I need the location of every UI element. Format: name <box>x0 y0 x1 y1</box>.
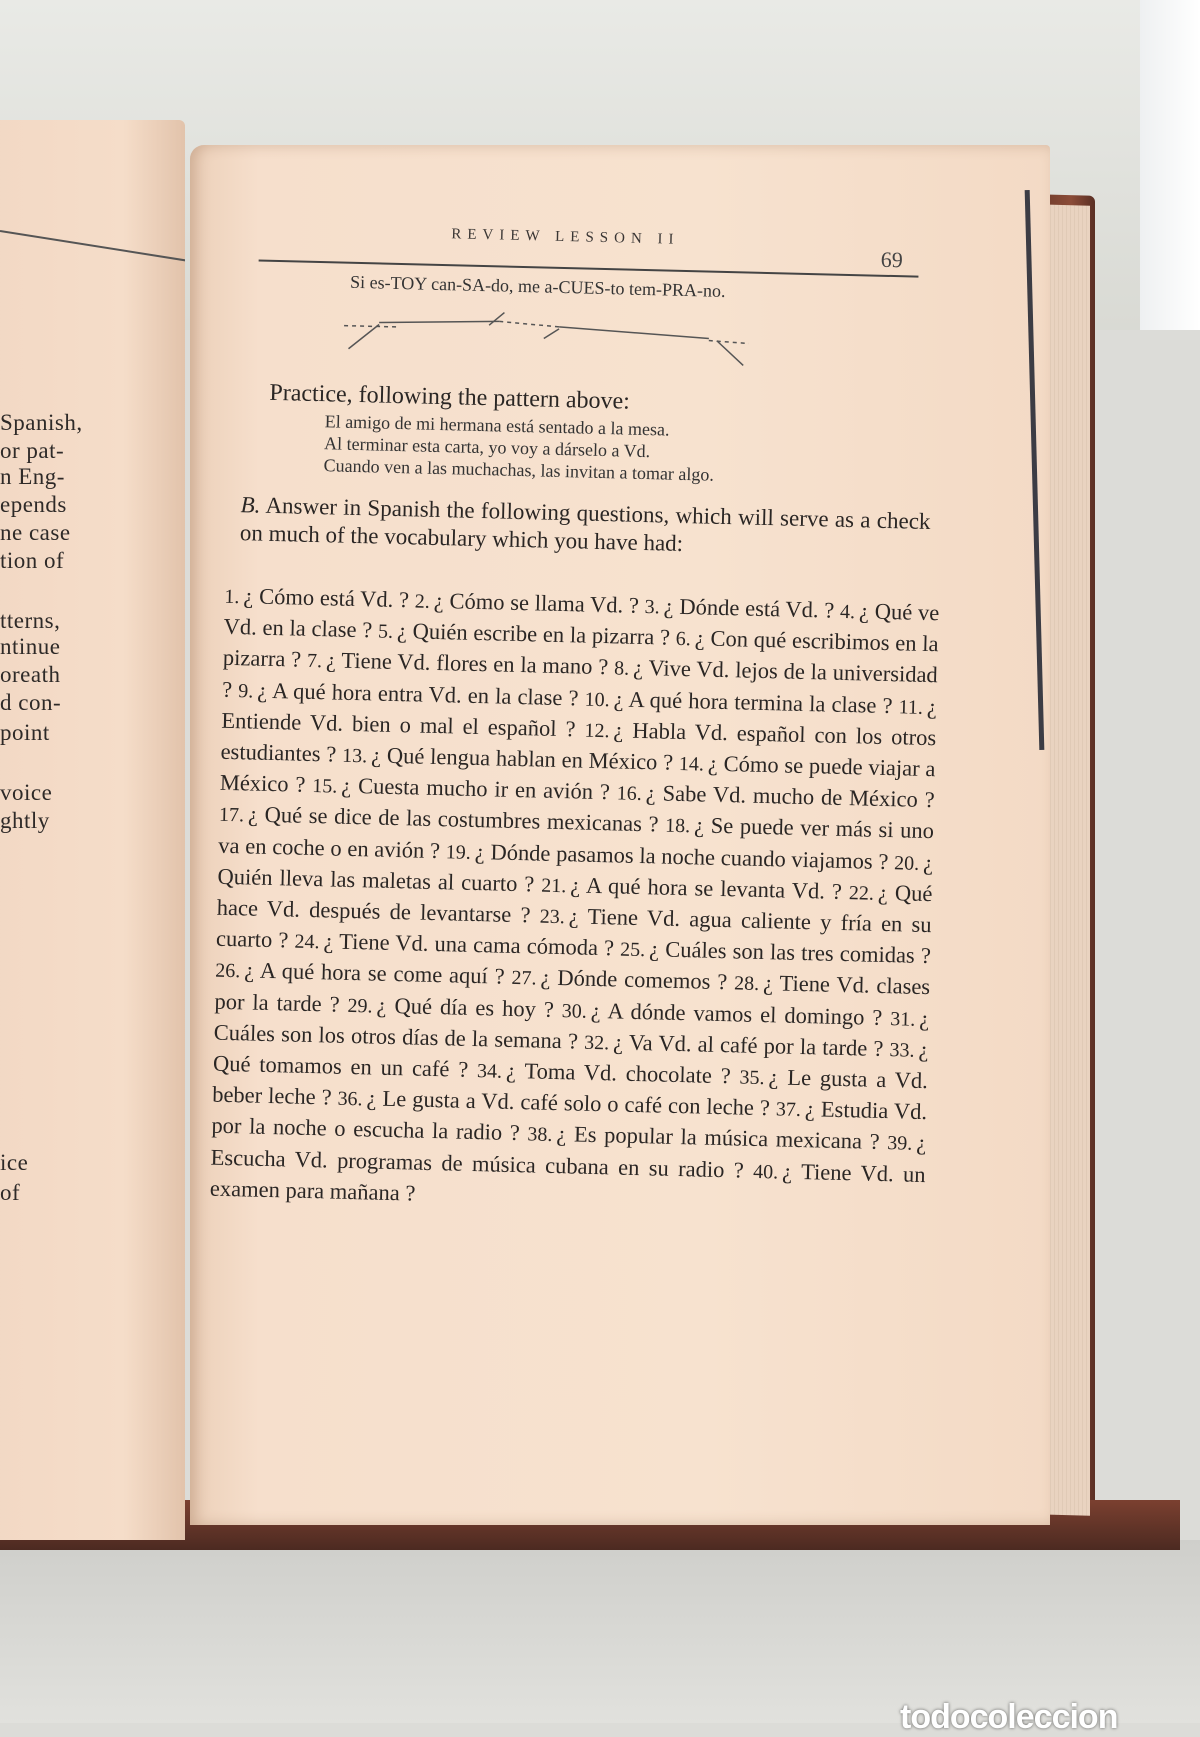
question-text: ¿ Tiene Vd. agua caliente y fría en su cuarto ? <box>215 903 932 953</box>
question-text: ¿ Quién lleva las maletas al cuarto ? <box>217 849 934 897</box>
question-item <box>644 593 834 623</box>
question-item <box>415 587 640 617</box>
question-item <box>446 838 889 874</box>
question-text: ¿ A qué hora se come aquí ? <box>243 957 505 990</box>
question-number: 1. <box>224 585 240 609</box>
question-text: ¿ Sabe Vd. mucho de México ? <box>645 780 935 813</box>
question-number: 18. <box>664 815 691 838</box>
question-text: ¿ Es popular la música mexicana ? <box>556 1121 880 1155</box>
question-item <box>238 677 579 710</box>
intonation-high <box>559 327 709 339</box>
question-text: ¿ Cómo está Vd. ? <box>243 583 410 613</box>
question-item <box>337 1085 770 1121</box>
question-number: 40. <box>752 1160 779 1184</box>
question-item <box>584 685 892 718</box>
practice-sentence: Cuando ven a las muchachas, las invitan a tomar algo. <box>323 455 715 485</box>
question-text: ¿ Estudia Vd. por la noche o escucha la radio ? <box>211 1096 928 1146</box>
question-number: 24. <box>294 930 320 954</box>
intonation-fall <box>716 341 744 366</box>
question-text: ¿ Tiene Vd. flores en la mano ? <box>325 647 609 680</box>
question-number: 5. <box>377 620 394 644</box>
question-text: ¿ Le gusta a Vd. beber leche ? <box>211 1064 929 1110</box>
question-number: 13. <box>341 744 368 768</box>
question-text: ¿ A dónde vamos el domingo ? <box>590 997 883 1030</box>
question-text: ¿ Qué se dice de las costumbres mexicanas ? <box>247 801 659 837</box>
question-text: ¿ Entiende Vd. bien o mal el español ? <box>221 693 938 742</box>
question-number: 14. <box>678 752 705 776</box>
question-number: 9. <box>237 679 254 703</box>
question-item <box>224 583 409 613</box>
question-number: 15. <box>312 775 338 798</box>
question-number: 7. <box>306 650 323 673</box>
question-number: 29. <box>347 994 373 1018</box>
left-page-fragment: n Eng- <box>0 464 65 489</box>
question-text: ¿ Dónde está Vd. ? <box>663 593 835 623</box>
question-number: 28. <box>733 972 760 996</box>
question-item <box>347 992 554 1022</box>
section-b-intro <box>240 491 931 564</box>
question-item <box>219 801 659 837</box>
question-item <box>541 871 842 903</box>
left-page-fragment: voice <box>0 780 53 805</box>
question-number: 3. <box>644 596 660 619</box>
question-text: ¿ Va Vd. al café por la tarde ? <box>612 1029 884 1061</box>
question-number: 33. <box>889 1039 915 1062</box>
question-number: 16. <box>616 782 643 806</box>
left-page-fragment: d con- <box>0 690 62 715</box>
question-number: 6. <box>675 628 692 651</box>
watermark-logo: todocoleccion <box>900 1698 1118 1736</box>
question-number: 4. <box>839 600 856 624</box>
practice-heading: Practice, following the pattern above: <box>269 379 631 415</box>
practice-sentence: El amigo de mi hermana está sentado a la mesa. <box>324 411 670 440</box>
question-number: 12. <box>584 719 610 743</box>
question-number: 32. <box>583 1031 610 1055</box>
intonation-dotted-end <box>709 341 749 344</box>
question-text: ¿ Quién escribe en la pizarra ? <box>396 618 671 650</box>
question-text: ¿ Vive Vd. lejos de la universidad ? <box>221 655 939 702</box>
question-text: ¿ Se puede ver más si uno va en coche o en avión ? <box>218 812 935 863</box>
question-number: 23. <box>539 905 566 929</box>
question-text: ¿ A qué hora entra Vd. en la clase ? <box>256 677 579 711</box>
question-number: 26. <box>214 960 241 983</box>
question-text: ¿ Cuáles son los otros días de la semana ? <box>213 1005 930 1054</box>
question-text: ¿ Qué lengua hablan en México ? <box>370 742 674 775</box>
question-number: 19. <box>445 840 472 864</box>
question-item <box>562 997 883 1030</box>
question-text: ¿ Escucha Vd. programas de música cubana en su radio ? <box>210 1130 927 1183</box>
intonation-dotted-mid <box>499 321 559 326</box>
question-number: 36. <box>337 1087 363 1111</box>
question-number: 39. <box>886 1132 913 1156</box>
question-number: 11. <box>898 695 924 719</box>
intonation-mid <box>379 318 499 325</box>
left-page-fragment: tion of <box>0 548 65 573</box>
question-text: ¿ Qué tomamos en un café ? <box>212 1036 929 1082</box>
running-head: REVIEW LESSON II <box>451 226 680 248</box>
question-item <box>307 647 609 679</box>
question-number: 21. <box>541 874 567 898</box>
question-text: ¿ Qué ve Vd. en la clase ? <box>223 598 940 643</box>
intonation-rise <box>349 324 380 350</box>
question-text: ¿ Qué hace Vd. después de levantarse ? <box>216 879 933 928</box>
left-page-fragment: oreath <box>0 662 61 687</box>
question-number: 30. <box>561 999 588 1023</box>
question-item <box>477 1057 731 1088</box>
stress-example: Si es-TOY can-SA-do, me a-CUES-to tem-PRA-no. <box>349 271 726 301</box>
section-intro-text: Answer in Spanish the following questions, which will serve as a check on much of the vocabulary which you have had: <box>239 492 931 556</box>
question-text: ¿ Cuesta mucho ir en avión ? <box>341 772 611 805</box>
page-number: 69 <box>880 246 904 273</box>
question-text: ¿ Cómo se puede viajar a México ? <box>219 750 936 798</box>
question-number: 2. <box>414 590 431 613</box>
left-page-fragment: ntinue <box>0 634 61 659</box>
question-number: 20. <box>893 851 920 875</box>
section-letter: B. <box>240 492 261 518</box>
question-item <box>584 1029 884 1061</box>
question-number: 34. <box>476 1060 503 1083</box>
question-text: ¿ Habla Vd. español con los otros estudiantes ? <box>220 717 937 767</box>
question-number: 38. <box>527 1123 553 1147</box>
question-item <box>294 928 614 961</box>
question-number: 8. <box>613 657 630 681</box>
question-text: ¿ Dónde comemos ? <box>540 965 728 995</box>
question-item <box>342 742 674 775</box>
question-item <box>620 936 931 969</box>
question-number: 37. <box>775 1098 802 1122</box>
left-page-fragment: ne case <box>0 520 71 545</box>
question-text: ¿ Con qué escribimos en la pizarra ? <box>222 625 939 673</box>
question-text: ¿ Toma Vd. chocolate ? <box>505 1057 732 1089</box>
question-text: ¿ Cómo se llama Vd. ? <box>433 587 640 618</box>
intonation-peak <box>489 312 504 325</box>
question-text: ¿ Dónde pasamos la noche cuando viajamos ? <box>474 838 889 874</box>
question-item <box>378 618 671 650</box>
question-number: 31. <box>890 1007 916 1031</box>
left-page-fragment: ice <box>0 1150 29 1175</box>
intonation-step <box>544 329 559 339</box>
question-number: 35. <box>739 1066 765 1090</box>
question-number: 17. <box>218 804 245 827</box>
question-number: 22. <box>848 881 875 905</box>
left-page-fragment: epends <box>0 492 67 517</box>
left-page-fragment: tterns, <box>0 608 61 633</box>
intonation-dotted-low <box>344 326 399 327</box>
question-text: ¿ Cuáles son las tres comidas ? <box>648 936 932 969</box>
left-page-fragment: ghtly <box>0 808 50 833</box>
question-item <box>312 772 610 804</box>
left-page-fragment: point <box>0 720 50 745</box>
question-text: ¿ Qué día es hoy ? <box>376 992 555 1022</box>
practice-sentence: Al terminar esta carta, yo voy a dárselo a Vd. <box>323 433 651 462</box>
question-list <box>210 581 940 1221</box>
question-text: ¿ Le gusta a Vd. café solo o café con leche ? <box>366 1085 771 1121</box>
question-item <box>215 957 505 989</box>
question-text: ¿ Tiene Vd. una cama cómoda ? <box>323 928 615 961</box>
question-text: ¿ Tiene Vd. clases por la tarde ? <box>214 970 931 1017</box>
intonation-diagram <box>338 294 820 376</box>
left-page-fragment: or pat- <box>0 438 65 463</box>
question-item <box>617 780 935 813</box>
question-text: ¿ A qué hora termina la clase ? <box>613 685 893 718</box>
question-text: ¿ Tiene Vd. un examen para mañana ? <box>209 1158 926 1206</box>
question-number: 27. <box>511 967 537 990</box>
question-text: ¿ A qué hora se levanta Vd. ? <box>570 872 843 904</box>
question-number: 25. <box>619 938 646 962</box>
left-page-fragment: of <box>0 1180 21 1205</box>
left-page-fragment: Spanish, <box>0 410 83 435</box>
question-item <box>511 964 727 994</box>
question-number: 10. <box>584 688 610 711</box>
question-item <box>527 1121 880 1155</box>
